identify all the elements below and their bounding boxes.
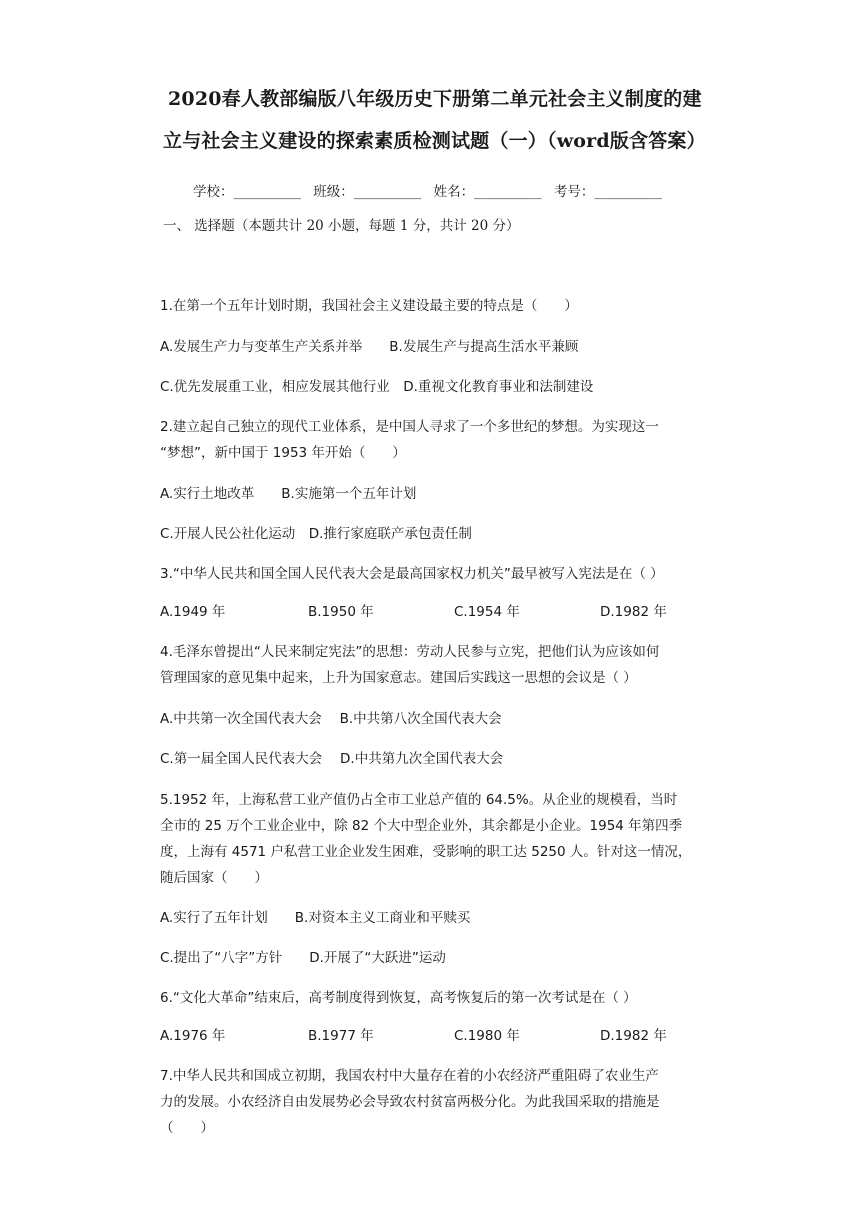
question-7-stem-line-3: （ ） [160, 1120, 214, 1136]
question-4-stem-line-1: 4.毛泽东曾提出“人民来制定宪法”的思想：劳动人民参与立宪，把他们认为应该如何 [160, 644, 660, 660]
question-5-stem-line-4: 随后国家（ ） [160, 870, 268, 886]
document-title-line-1: 2020春人教部编版八年级历史下册第二单元社会主义制度的建 [168, 88, 702, 110]
exam-number-field: 考号：__________ [553, 184, 662, 200]
school-field: 学校：__________ [193, 184, 301, 200]
class-field: 班级：__________ [313, 184, 422, 200]
question-3-stem: 3.“中华人民共和国全国人民代表大会是最高国家权力机关”最早被写入宪法是在（ ） [160, 566, 664, 582]
question-5-options-ab: A.实行了五年计划 B.对资本主义工商业和平赎买 [160, 910, 471, 926]
question-2-options-ab: A.实行土地改革 B.实施第一个五年计划 [160, 486, 417, 502]
question-3-option-a: A.1949 年 [160, 604, 226, 620]
question-6-option-a: A.1976 年 [160, 1028, 226, 1044]
question-7-stem-line-1: 7.中华人民共和国成立初期，我国农村中大量存在着的小农经济严重阻碍了农业生产 [160, 1068, 659, 1084]
name-field: 姓名：__________ [433, 184, 542, 200]
question-2-stem-line-2: “梦想”，新中国于 1953 年开始（ ） [160, 445, 406, 461]
question-3-option-c: C.1954 年 [454, 604, 520, 620]
question-5-stem-line-1: 5.1952 年，上海私营工业产值仍占全市工业总产值的 64.5%。从企业的规模看，当时 [160, 792, 678, 808]
question-7-stem-line-2: 力的发展。小农经济自由发展势必会导致农村贫富两极分化。为此我国采取的措施是 [160, 1094, 660, 1110]
question-3-option-b: B.1950 年 [308, 604, 374, 620]
question-6-option-c: C.1980 年 [454, 1028, 520, 1044]
question-6-option-d: D.1982 年 [600, 1028, 667, 1044]
question-1-options-ab: A.发展生产力与变革生产关系并举 B.发展生产与提高生活水平兼顾 [160, 339, 579, 355]
question-1-stem: 1.在第一个五年计划时期，我国社会主义建设最主要的特点是（ ） [160, 298, 578, 314]
question-2-stem-line-1: 2.建立起自己独立的现代工业体系，是中国人寻求了一个多世纪的梦想。为实现这一 [160, 419, 659, 435]
question-5-stem-line-2: 全市的 25 万个工业企业中，除 82 个大中型企业外，其余都是小企业。1954 年第四季 [160, 818, 683, 834]
question-4-options-ab: A.中共第一次全国代表大会 B.中共第八次全国代表大会 [160, 711, 502, 727]
document-title-line-2: 立与社会主义建设的探索素质检测试题（一）（word版含答案） [163, 130, 706, 152]
question-2-options-cd: C.开展人民公社化运动 D.推行家庭联产承包责任制 [160, 526, 472, 542]
section-heading: 一、 选择题（本题共计 20 小题，每题 1 分，共计 20 分） [163, 218, 520, 234]
question-3-option-d: D.1982 年 [600, 604, 667, 620]
question-5-stem-line-3: 度，上海有 4571 户私营工业企业发生困难，受影响的职工达 5250 人。针对这一情况， [160, 844, 692, 860]
question-1-options-cd: C.优先发展重工业，相应发展其他行业 D.重视文化教育事业和法制建设 [160, 379, 594, 395]
question-4-options-cd: C.第一届全国人民代表大会 D.中共第九次全国代表大会 [160, 751, 504, 767]
question-4-stem-line-2: 管理国家的意见集中起来，上升为国家意志。建国后实践这一思想的会议是（ ） [160, 670, 637, 686]
student-info-row [193, 180, 670, 200]
question-6-stem: 6.“文化大革命”结束后，高考制度得到恢复，高考恢复后的第一次考试是在（ ） [160, 990, 637, 1006]
question-6-option-b: B.1977 年 [308, 1028, 374, 1044]
question-5-options-cd: C.提出了“八字”方针 D.开展了“大跃进”运动 [160, 950, 446, 966]
